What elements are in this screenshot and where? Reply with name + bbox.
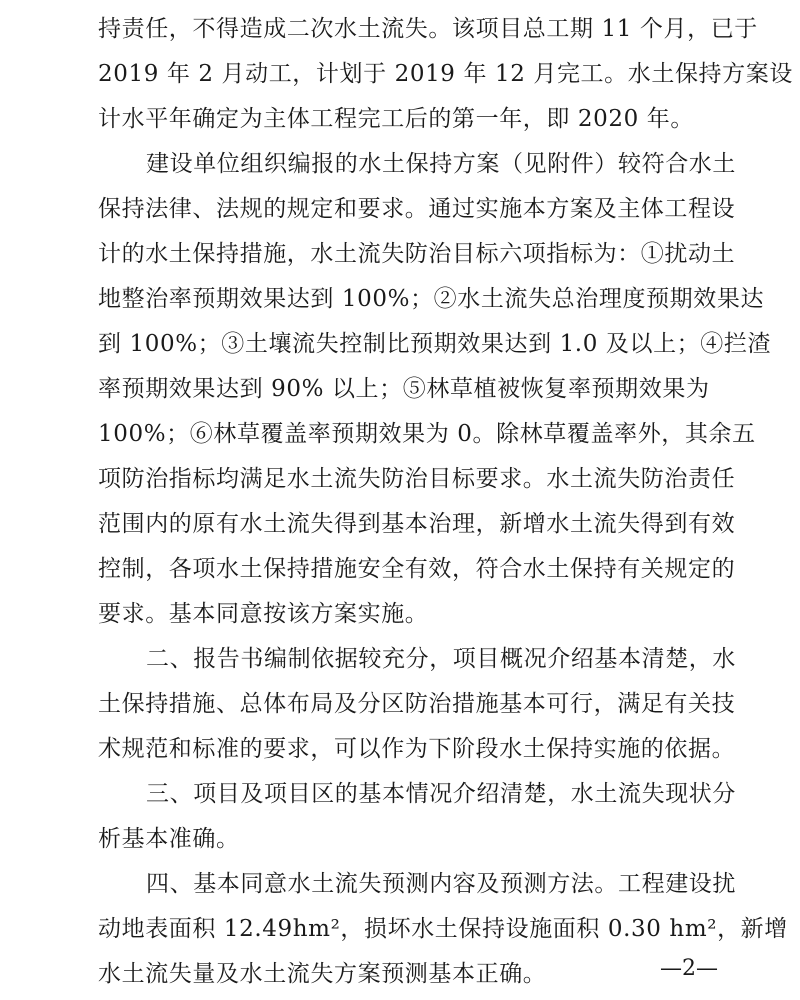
paragraph-line: 二、报告书编制依据较充分，项目概况介绍基本清楚，水: [146, 646, 736, 672]
paragraph-line: 三、项目及项目区的基本情况介绍清楚，水土流失现状分: [146, 781, 736, 807]
paragraph-line: 建设单位组织编报的水土保持方案（见附件）较符合水土: [146, 151, 736, 177]
paragraph-line: 100%；⑥林草覆盖率预期效果为 0。除林草覆盖率外，其余五: [98, 421, 756, 447]
paragraph-line: 持责任，不得造成二次水土流失。该项目总工期 11 个月，已于: [98, 16, 758, 42]
paragraph-line: 四、基本同意水土流失预测内容及预测方法。工程建设扰: [146, 871, 736, 897]
paragraph-line: 术规范和标准的要求，可以作为下阶段水土保持实施的依据。: [98, 736, 736, 762]
paragraph-line: 率预期效果达到 90% 以上；⑤林草植被恢复率预期效果为: [98, 376, 710, 402]
paragraph-line: 控制，各项水土保持措施安全有效，符合水土保持有关规定的: [98, 556, 736, 582]
paragraph-line: 析基本准确。: [98, 826, 240, 852]
page-number: —2—: [660, 956, 718, 981]
paragraph-line: 2019 年 2 月动工，计划于 2019 年 12 月完工。水土保持方案设: [98, 61, 793, 87]
paragraph-line: 地整治率预期效果达到 100%；②水土流失总治理度预期效果达: [98, 286, 765, 312]
paragraph-line: 要求。基本同意按该方案实施。: [98, 601, 429, 627]
paragraph-line: 保持法律、法规的规定和要求。通过实施本方案及主体工程设: [98, 196, 736, 222]
paragraph-line: 范围内的原有水土流失得到基本治理，新增水土流失得到有效: [98, 511, 736, 537]
paragraph-line: 到 100%；③土壤流失控制比预期效果达到 1.0 及以上；④拦渣: [98, 331, 772, 357]
paragraph-line: 计水平年确定为主体工程完工后的第一年，即 2020 年。: [98, 106, 694, 132]
paragraph-line: 动地表面积 12.49hm²，损坏水土保持设施面积 0.30 hm²，新增: [98, 916, 788, 942]
paragraph-line: 土保持措施、总体布局及分区防治措施基本可行，满足有关技: [98, 691, 736, 717]
paragraph-line: 计的水土保持措施，水土流失防治目标六项指标为：①扰动土: [98, 241, 736, 267]
paragraph-line: 项防治指标均满足水土流失防治目标要求。水土流失防治责任: [98, 466, 736, 492]
paragraph-line: 水土流失量及水土流失方案预测基本正确。: [98, 961, 547, 987]
